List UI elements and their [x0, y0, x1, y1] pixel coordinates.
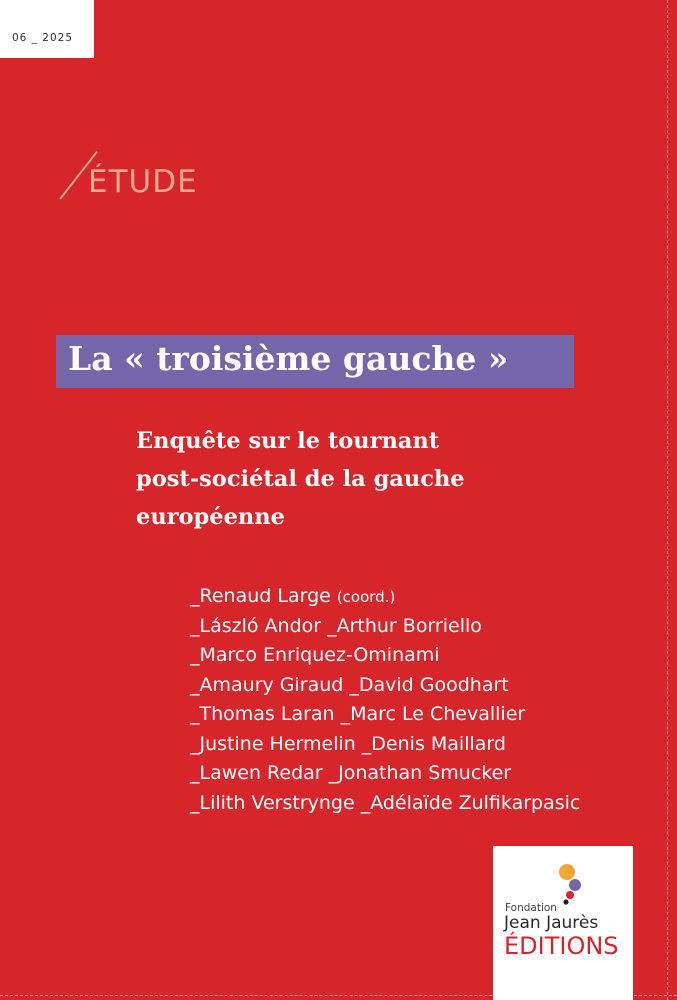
issue-number: 06 _ 2025: [12, 32, 74, 44]
author-name: _Arthur Borriello: [327, 614, 482, 637]
author-name: _László Andor: [190, 614, 322, 637]
publisher-name: Jean Jaurès: [504, 913, 599, 933]
author-line: [190, 615, 580, 645]
author-line: [190, 674, 580, 704]
author-line: [190, 644, 580, 674]
author-name: _Marc Le Chevallier: [340, 703, 526, 725]
author-name: _Marco Enriquez-Ominami: [190, 644, 440, 666]
author-line: [190, 792, 580, 822]
author-name: _Amaury Giraud: [190, 673, 344, 696]
subtitle-line: européenne: [136, 504, 285, 530]
author-name: _Justine Hermelin: [190, 732, 356, 755]
publisher-fondation: Fondation: [505, 902, 557, 914]
author-line: [190, 733, 580, 763]
right-dashed-border: [667, 0, 668, 1000]
subtitle-line: Enquête sur le tournant: [136, 428, 440, 454]
author-name: _Jonathan Smucker: [328, 762, 512, 784]
publisher-box: [493, 846, 633, 1000]
subtitle-line: post-sociétal de la gauche: [136, 466, 465, 492]
author-name: _Thomas Laran: [190, 703, 335, 725]
author-line: [190, 703, 580, 733]
author-line: [190, 762, 580, 792]
publisher-imprint: ÉDITIONS: [504, 932, 619, 960]
author-name: _Lilith Verstrynge: [190, 791, 355, 814]
author-name: _David Goodhart: [349, 673, 509, 696]
book-title: La « troisième gauche »: [68, 339, 509, 378]
author-name: _Lawen Redar: [190, 762, 323, 784]
author-name: _Renaud Large: [190, 585, 331, 607]
author-name: _Adélaïde Zulfikarpasic: [360, 791, 581, 814]
issue-box: [0, 0, 94, 58]
author-line: [190, 585, 580, 615]
author-role: (coord.): [336, 588, 396, 606]
author-name: _Denis Maillard: [361, 732, 506, 755]
book-subtitle: [136, 422, 566, 536]
category-label: ÉTUDE: [88, 164, 198, 200]
author-list: [190, 585, 580, 821]
